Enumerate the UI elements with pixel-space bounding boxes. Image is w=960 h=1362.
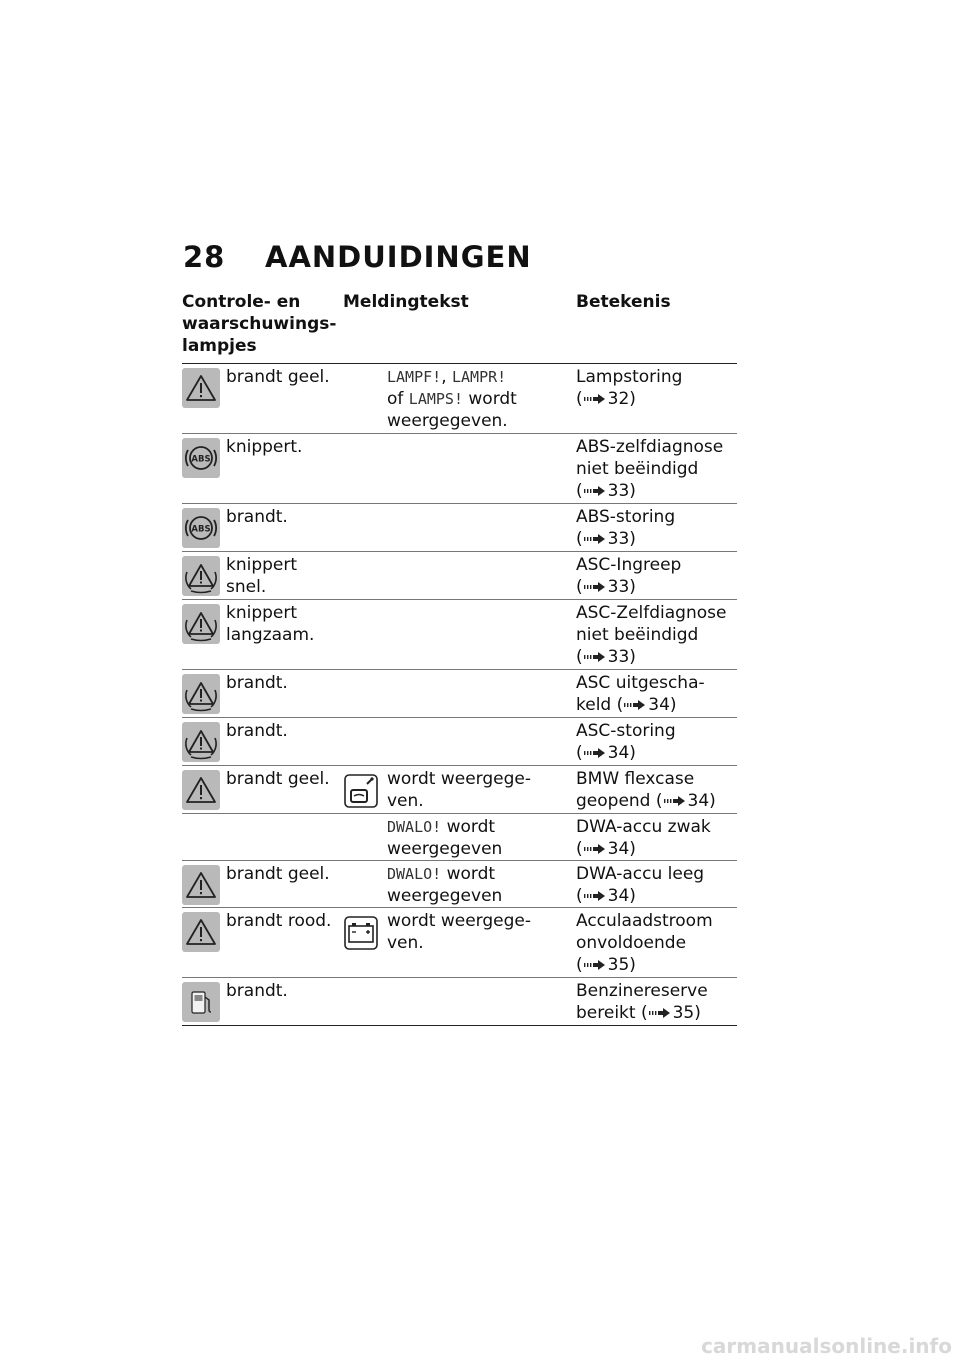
page-reference[interactable]: ( 35) <box>640 1003 701 1023</box>
page-reference[interactable]: ( 32) <box>576 389 636 409</box>
column-header-meaning: Betekenis <box>576 292 671 312</box>
message-code: DWALO! <box>387 818 442 836</box>
meaning-text: DWA-accu leeg <box>576 864 705 884</box>
warning-triangle-icon <box>182 770 220 810</box>
lamp-state: knippert langzaam. <box>226 603 315 645</box>
meaning <box>576 436 738 502</box>
table-row <box>182 364 737 434</box>
asc-icon <box>182 722 220 762</box>
page-title: AANDUIDINGEN <box>265 240 532 274</box>
fuel-pump-icon <box>182 982 220 1022</box>
page-reference[interactable]: ( 34) <box>616 695 677 715</box>
table-row <box>182 978 737 1026</box>
reference-arrow-icon <box>584 959 606 971</box>
meaning <box>576 672 738 716</box>
table-row <box>182 670 737 718</box>
message-text: wordt weergege-ven. <box>387 769 532 811</box>
table-row <box>182 766 737 814</box>
message-fragment: of <box>387 389 409 409</box>
page-reference[interactable]: ( 34) <box>576 886 636 906</box>
column-header-message: Meldingtekst <box>343 292 469 312</box>
reference-arrow-icon <box>584 581 606 593</box>
column-header-lamp: Controle- en waarschuwings-lampjes <box>182 292 337 356</box>
meaning-text: ABS-zelfdiagnose niet beëindigd <box>576 437 724 479</box>
message-text <box>387 816 567 860</box>
page-reference[interactable]: ( 33) <box>576 529 636 549</box>
message-separator: , <box>441 367 452 387</box>
warning-triangle-icon <box>182 912 220 952</box>
asc-icon <box>182 604 220 644</box>
reference-arrow-icon <box>584 651 606 663</box>
meaning <box>576 863 738 907</box>
table-row <box>182 552 737 600</box>
reference-arrow-icon <box>584 890 606 902</box>
meaning <box>576 366 738 410</box>
message-text <box>387 863 567 907</box>
meaning-text: ASC-storing <box>576 721 676 741</box>
message-fragment: wordt <box>462 389 517 409</box>
table-row <box>182 600 737 670</box>
reference-arrow-icon <box>649 1007 671 1019</box>
message-code: DWALO! <box>387 865 442 883</box>
indicator-table <box>182 363 737 1026</box>
warning-triangle-icon <box>182 865 220 905</box>
message-fragment: weergegeven. <box>387 411 508 431</box>
page-reference[interactable]: ( 33) <box>576 577 636 597</box>
flexcase-icon <box>342 770 380 810</box>
meaning-text: ASC uitgescha-keld <box>576 673 705 715</box>
reference-arrow-icon <box>624 699 646 711</box>
page-number: 28 <box>183 240 226 274</box>
meaning <box>576 554 738 598</box>
abs-icon <box>182 438 220 478</box>
reference-arrow-icon <box>584 485 606 497</box>
message-fragment: wordt weergegeven <box>387 817 503 859</box>
lamp-state: knippert. <box>226 437 303 457</box>
table-row <box>182 434 737 504</box>
warning-triangle-icon <box>182 368 220 408</box>
lamp-state: brandt rood. <box>226 911 332 931</box>
meaning-text: DWA-accu zwak <box>576 817 711 837</box>
lamp-state: brandt. <box>226 721 288 741</box>
battery-icon <box>342 912 380 952</box>
meaning <box>576 980 738 1024</box>
page-reference[interactable]: ( 33) <box>576 647 636 667</box>
table-row <box>182 814 737 861</box>
message-fragment: wordt weergegeven <box>387 864 503 906</box>
meaning <box>576 602 738 668</box>
abs-icon <box>182 508 220 548</box>
lamp-state: brandt geel. <box>226 769 330 789</box>
page-reference[interactable]: ( 35) <box>576 955 636 975</box>
reference-arrow-icon <box>664 795 686 807</box>
meaning-text: ABS-storing <box>576 507 676 527</box>
meaning-text: BMW flexcase geopend <box>576 769 695 811</box>
meaning-text: Lampstoring <box>576 367 683 387</box>
reference-arrow-icon <box>584 393 606 405</box>
page-heading <box>183 240 532 274</box>
message-text <box>387 366 567 432</box>
reference-arrow-icon <box>584 533 606 545</box>
meaning-text: Benzinereserve bereikt <box>576 981 708 1023</box>
lamp-state: brandt. <box>226 981 288 1001</box>
lamp-state: brandt geel. <box>226 864 330 884</box>
table-row <box>182 861 737 908</box>
message-code: LAMPS! <box>408 390 463 408</box>
lamp-state: brandt. <box>226 507 288 527</box>
reference-arrow-icon <box>584 747 606 759</box>
meaning-text: ASC-Ingreep <box>576 555 682 575</box>
meaning <box>576 720 738 764</box>
lamp-state: brandt geel. <box>226 367 330 387</box>
watermark: carmanualsonline.info <box>701 1334 952 1358</box>
meaning <box>576 910 738 976</box>
page-reference[interactable]: ( 34) <box>576 839 636 859</box>
table-row <box>182 504 737 552</box>
meaning-text: Acculaadstroom onvoldoende <box>576 911 713 953</box>
page-reference[interactable]: ( 34) <box>655 791 716 811</box>
page-reference[interactable]: ( 33) <box>576 481 636 501</box>
asc-icon <box>182 674 220 714</box>
lamp-state: brandt. <box>226 673 288 693</box>
message-code: LAMPR! <box>452 368 507 386</box>
asc-icon <box>182 556 220 596</box>
table-row <box>182 908 737 978</box>
meaning <box>576 816 738 860</box>
meaning <box>576 506 738 550</box>
message-code: LAMPF! <box>387 368 442 386</box>
table-row <box>182 718 737 766</box>
page-reference[interactable]: ( 34) <box>576 743 636 763</box>
lamp-state: knippert snel. <box>226 555 298 597</box>
message-text: wordt weergege-ven. <box>387 911 532 953</box>
meaning-text: ASC-Zelfdiagnose niet beëindigd <box>576 603 727 645</box>
meaning <box>576 768 738 812</box>
reference-arrow-icon <box>584 843 606 855</box>
